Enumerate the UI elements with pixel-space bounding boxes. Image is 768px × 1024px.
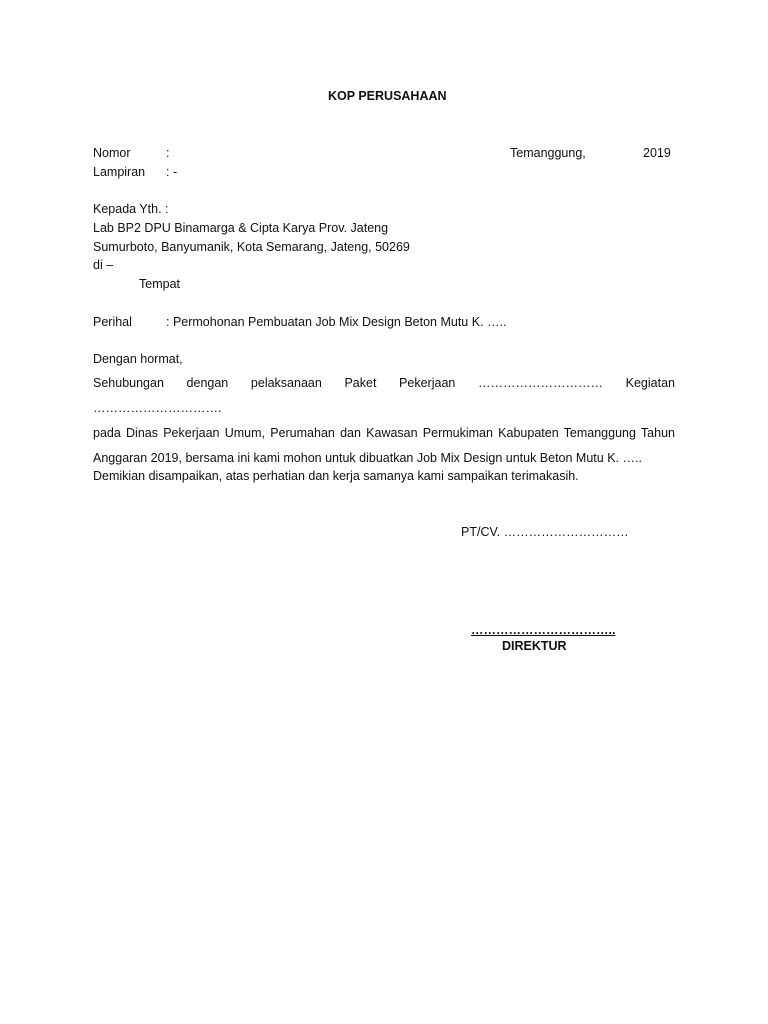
body-paragraph-line-1: Sehubungan dengan pelaksanaan Paket Pekerjaan ………………………… Kegiatan ………………………….: [93, 376, 675, 415]
recipient-address: Sumurboto, Banyumanik, Kota Semarang, Jateng, 50269: [93, 240, 410, 254]
body-paragraph-line-2: pada Dinas Pekerjaan Umum, Perumahan dan Kawasan Permukiman Kabupaten Temanggung Tahun: [93, 426, 675, 440]
signature-company: PT/CV. …………………………: [461, 525, 629, 539]
recipient-kepada: Kepada Yth. :: [93, 202, 169, 216]
signature-name-line: ……………………………..: [471, 623, 616, 637]
body-paragraph-line-3: Anggaran 2019, bersama ini kami mohon untuk dibuatkan Job Mix Design untuk Beton Mutu K. …..: [93, 451, 642, 465]
letter-year: 2019: [643, 146, 671, 160]
lampiran-value: : -: [166, 165, 178, 179]
subject-label: Perihal: [93, 315, 132, 329]
letter-place: Temanggung,: [510, 146, 586, 160]
recipient-name: Lab BP2 DPU Binamarga & Cipta Karya Prov. Jateng: [93, 221, 389, 235]
body-paragraph: [93, 371, 675, 471]
subject-value: : Permohonan Pembuatan Job Mix Design Beton Mutu K. …..: [166, 315, 507, 329]
nomor-separator: :: [166, 146, 170, 160]
greeting: Dengan hormat,: [93, 352, 183, 366]
letterhead-title: KOP PERUSAHAAN: [328, 89, 447, 103]
recipient-di: di –: [93, 258, 114, 272]
signature-role: DIREKTUR: [502, 639, 567, 653]
lampiran-label: Lampiran: [93, 165, 146, 179]
closing-sentence: Demikian disampaikan, atas perhatian dan kerja samanya kami sampaikan terimakasih.: [93, 469, 579, 483]
nomor-label: Nomor: [93, 146, 131, 160]
recipient-tempat: Tempat: [139, 277, 180, 291]
